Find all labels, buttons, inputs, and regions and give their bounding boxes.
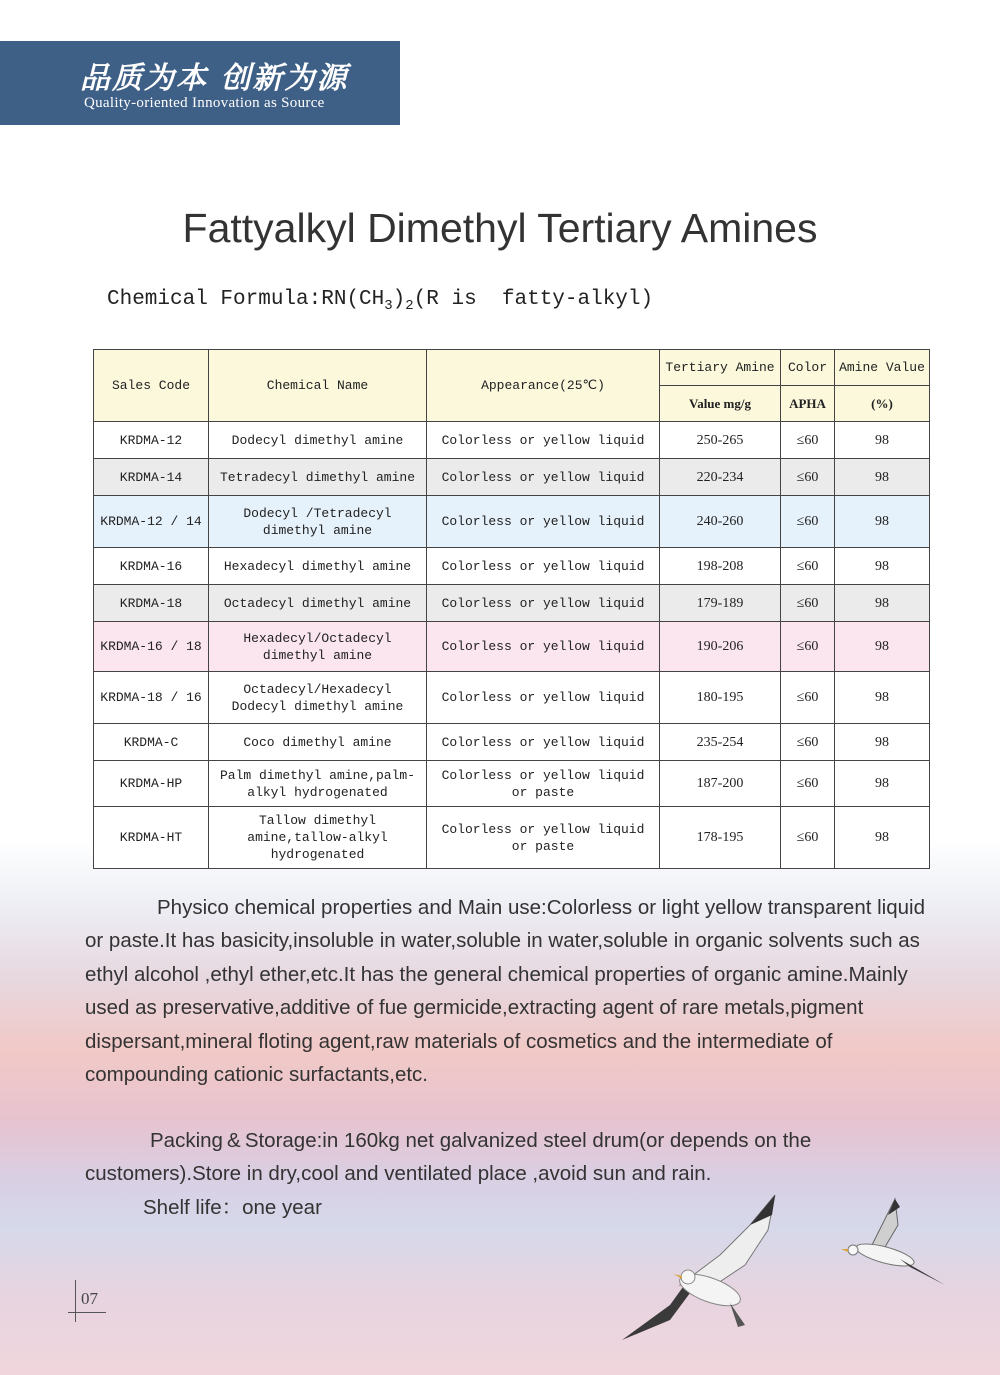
page-number: 07 <box>81 1289 98 1308</box>
color-apha-cell: ≤60 <box>781 622 835 672</box>
amine-value-cell: 98 <box>835 496 930 548</box>
appearance-cell: Colorless or yellow liquid <box>427 672 660 724</box>
appearance-cell: Colorless or yellow liquid <box>427 459 660 496</box>
chemical-name-cell: Tetradecyl dimethyl amine <box>209 459 427 496</box>
color-apha-cell: ≤60 <box>781 672 835 724</box>
chemical-name-cell: Tallow dimethyl amine,tallow-alkyl hydrogenated <box>209 807 427 869</box>
table-row <box>94 761 930 807</box>
sales-code-cell: KRDMA-HT <box>94 807 209 869</box>
appearance-cell: Colorless or yellow liquid <box>427 496 660 548</box>
tertiary-amine-value-cell: 220-234 <box>660 459 781 496</box>
table-row <box>94 585 930 622</box>
table-row <box>94 622 930 672</box>
sales-code-cell: KRDMA-14 <box>94 459 209 496</box>
color-apha-cell: ≤60 <box>781 422 835 459</box>
appearance-cell: Colorless or yellow liquid <box>427 548 660 585</box>
sales-code-cell: KRDMA-18 / 16 <box>94 672 209 724</box>
shelf-life-paragraph: Shelf life：one year <box>143 1196 322 1219</box>
amine-value-cell: 98 <box>835 585 930 622</box>
chemical-name-cell: Dodecyl /Tetradecyl dimethyl amine <box>209 496 427 548</box>
header-amine-value-unit: (%) <box>835 386 930 422</box>
page-number-mark-horizontal <box>68 1312 106 1313</box>
table-row <box>94 422 930 459</box>
header-chemical-name: Chemical Name <box>209 350 427 422</box>
tertiary-amine-value-cell: 198-208 <box>660 548 781 585</box>
sales-code-cell: KRDMA-HP <box>94 761 209 807</box>
tertiary-amine-value-cell: 180-195 <box>660 672 781 724</box>
tertiary-amine-value-cell: 240-260 <box>660 496 781 548</box>
amine-value-cell: 98 <box>835 724 930 761</box>
header-amine-value: Amine Value <box>835 350 930 386</box>
amine-value-cell: 98 <box>835 761 930 807</box>
color-apha-cell: ≤60 <box>781 724 835 761</box>
tertiary-amine-value-cell: 187-200 <box>660 761 781 807</box>
page-number-mark-vertical <box>75 1280 76 1322</box>
tertiary-amine-value-cell: 179-189 <box>660 585 781 622</box>
header-color-unit: APHA <box>781 386 835 422</box>
sales-code-cell: KRDMA-12 <box>94 422 209 459</box>
appearance-cell: Colorless or yellow liquid <box>427 622 660 672</box>
color-apha-cell: ≤60 <box>781 459 835 496</box>
appearance-cell: Colorless or yellow liquid or paste <box>427 807 660 869</box>
tertiary-amine-value-cell: 235-254 <box>660 724 781 761</box>
sales-code-cell: KRDMA-16 / 18 <box>94 622 209 672</box>
table-row <box>94 724 930 761</box>
header-sales-code: Sales Code <box>94 350 209 422</box>
chemical-name-cell: Hexadecyl/Octadecyl dimethyl amine <box>209 622 427 672</box>
appearance-cell: Colorless or yellow liquid <box>427 422 660 459</box>
chemical-name-cell: Palm dimethyl amine,palm-alkyl hydrogenated <box>209 761 427 807</box>
header-tertiary-amine-unit: Value mg/g <box>660 386 781 422</box>
amine-value-cell: 98 <box>835 422 930 459</box>
tertiary-amine-value-cell: 178-195 <box>660 807 781 869</box>
seagull-large-icon <box>622 1195 775 1340</box>
page-title: Fattyalkyl Dimethyl Tertiary Amines <box>182 205 818 251</box>
appearance-cell: Colorless or yellow liquid or paste <box>427 761 660 807</box>
sales-code-cell: KRDMA-12 / 14 <box>94 496 209 548</box>
amine-value-cell: 98 <box>835 807 930 869</box>
spec-table <box>93 349 930 869</box>
chemical-name-cell: Dodecyl dimethyl amine <box>209 422 427 459</box>
header-color: Color <box>781 350 835 386</box>
amine-value-cell: 98 <box>835 548 930 585</box>
color-apha-cell: ≤60 <box>781 496 835 548</box>
packing-paragraph: Packing & Storage:in 160kg net galvanized steel drum(or depends on the customers).Store in dry,cool and ventilated place ,avoid sun and rain. <box>85 1129 812 1186</box>
chemical-name-cell: Octadecyl/Hexadecyl Dodecyl dimethyl amine <box>209 672 427 724</box>
table-row <box>94 807 930 869</box>
table-row <box>94 459 930 496</box>
header-appearance: Appearance(25℃) <box>427 350 660 422</box>
chemical-name-cell: Octadecyl dimethyl amine <box>209 585 427 622</box>
header-banner <box>0 41 400 125</box>
tertiary-amine-value-cell: 190-206 <box>660 622 781 672</box>
chemical-name-cell: Coco dimethyl amine <box>209 724 427 761</box>
banner-chinese-slogan: 品质为本 创新为源 <box>80 61 349 96</box>
properties-paragraph: Physico chemical properties and Main use:Colorless or light yellow transparent liquid or paste.It has basicity,insoluble in water,soluble in water,soluble in organic solvents such as ethyl alcohol ,ethyl ether,etc.It has the general chemical properties of organic amine.Mainly used as preservative,additive of fue germicide,extracting agent of rare metals,pigment dispersant,mineral floting agent,raw materials of cosmetics and the intermediate of compounding cationic surfactants,etc. <box>85 896 925 1087</box>
chemical-name-cell: Hexadecyl dimethyl amine <box>209 548 427 585</box>
sales-code-cell: KRDMA-16 <box>94 548 209 585</box>
header-tertiary-amine: Tertiary Amine <box>660 350 781 386</box>
appearance-cell: Colorless or yellow liquid <box>427 585 660 622</box>
color-apha-cell: ≤60 <box>781 807 835 869</box>
appearance-cell: Colorless or yellow liquid <box>427 724 660 761</box>
table-header-row <box>94 350 930 386</box>
sales-code-cell: KRDMA-C <box>94 724 209 761</box>
banner-english-slogan: Quality-oriented Innovation as Source <box>84 95 325 111</box>
color-apha-cell: ≤60 <box>781 585 835 622</box>
color-apha-cell: ≤60 <box>781 548 835 585</box>
table-row <box>94 672 930 724</box>
amine-value-cell: 98 <box>835 622 930 672</box>
tertiary-amine-value-cell: 250-265 <box>660 422 781 459</box>
table-row <box>94 496 930 548</box>
amine-value-cell: 98 <box>835 459 930 496</box>
amine-value-cell: 98 <box>835 672 930 724</box>
seagull-small-icon <box>841 1199 945 1285</box>
seagulls-illustration <box>610 1185 960 1355</box>
color-apha-cell: ≤60 <box>781 761 835 807</box>
table-row <box>94 548 930 585</box>
sales-code-cell: KRDMA-18 <box>94 585 209 622</box>
chemical-formula: Chemical $Formula:RN(CH_3)_2(R$ is fatty-alkyl) <box>107 288 654 315</box>
